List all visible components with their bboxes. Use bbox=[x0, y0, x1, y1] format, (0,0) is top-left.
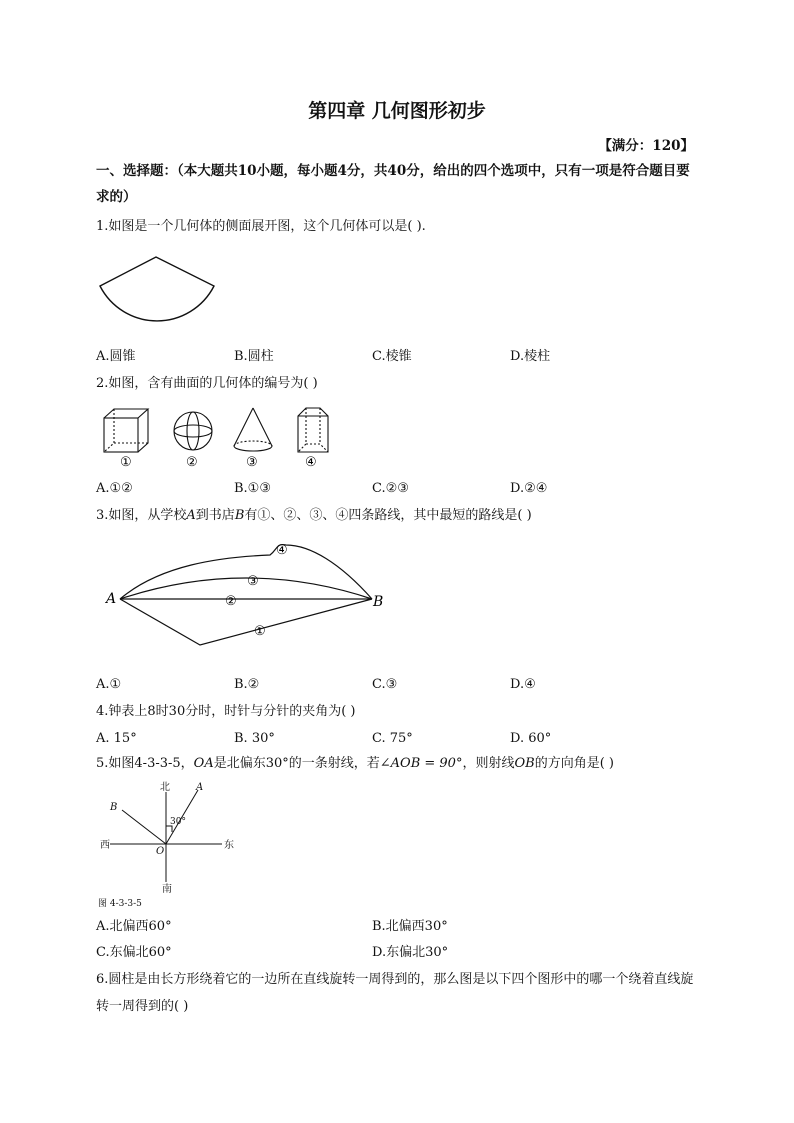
question-2-text: 2.如图，含有曲面的几何体的编号为( ) bbox=[96, 376, 318, 391]
angle-label: 30° bbox=[170, 817, 186, 827]
section-heading: 一、选择题：（本大题共10小题，每小题4分，共40分，给出的四个选项中，只有一项是符合题目要求的） bbox=[96, 163, 690, 205]
q2-option-b[interactable]: B.①③ bbox=[234, 481, 271, 496]
prism-shape bbox=[298, 408, 328, 452]
question-4-text: 4.钟表上8时30分时，时针与分针的夹角为( ) bbox=[96, 704, 356, 719]
route-4-line bbox=[120, 545, 372, 599]
point-a-label: A bbox=[196, 782, 204, 793]
q4-option-a[interactable]: A. 15° bbox=[96, 731, 137, 746]
routes-figure bbox=[100, 535, 400, 655]
q3-option-d[interactable]: D.④ bbox=[510, 677, 536, 692]
q4-option-c[interactable]: C. 75° bbox=[372, 731, 413, 746]
north-label: 北 bbox=[160, 782, 170, 793]
q3-option-a[interactable]: A.① bbox=[96, 677, 122, 692]
ray-ob bbox=[122, 810, 166, 844]
south-label: 南 bbox=[162, 884, 172, 895]
q1-option-d[interactable]: D.棱柱 bbox=[510, 349, 551, 364]
page-title: 第四章 几何图形初步 bbox=[308, 100, 486, 122]
point-o-label: O bbox=[156, 846, 165, 857]
q3-option-b[interactable]: B.② bbox=[234, 677, 260, 692]
route-3-line bbox=[120, 578, 372, 599]
point-a-label: A bbox=[106, 591, 117, 607]
q5-option-c[interactable]: C.东偏北60° bbox=[96, 945, 172, 960]
q5-option-a[interactable]: A.北偏西60° bbox=[96, 919, 172, 934]
route-2-label: ② bbox=[225, 594, 237, 609]
q2-option-a[interactable]: A.①② bbox=[96, 481, 133, 496]
east-label: 东 bbox=[224, 840, 234, 851]
figure-label-1: ① bbox=[120, 455, 132, 470]
q3-option-c[interactable]: C.③ bbox=[372, 677, 398, 692]
question-3-text: 3.如图，从学校A到书店B有①、②、③、④四条路线，其中最短的路线是( ) bbox=[96, 508, 532, 523]
sector-net-figure bbox=[94, 252, 224, 332]
cone-shape bbox=[234, 408, 272, 451]
west-label: 西 bbox=[100, 840, 110, 851]
direction-figure bbox=[96, 778, 246, 910]
q4-option-d[interactable]: D. 60° bbox=[510, 731, 552, 746]
figure-caption: 图 4-3-3-5 bbox=[98, 899, 142, 909]
point-b-label: B bbox=[373, 594, 384, 610]
figure-label-3: ③ bbox=[246, 455, 258, 470]
route-3-label: ③ bbox=[247, 574, 259, 589]
question-5-text: 5.如图4-3-3-5，OA是北偏东30°的一条射线，若∠AOB = 90°，则射线OB的方向角是( ) bbox=[96, 756, 614, 771]
question-6-text: 6.圆柱是由长方形绕着它的一边所在直线旋转一周得到的，那么图是以下四个图形中的哪一个绕着直线旋转一周得到的( ) bbox=[96, 972, 694, 1014]
q1-option-a[interactable]: A.圆锥 bbox=[96, 349, 136, 364]
question-1-text: 1.如图是一个几何体的侧面展开图，这个几何体可以是( ). bbox=[96, 219, 426, 234]
q5-option-d[interactable]: D.东偏北30° bbox=[372, 945, 449, 960]
sphere-shape bbox=[174, 412, 212, 450]
q1-option-b[interactable]: B.圆柱 bbox=[234, 349, 274, 364]
q2-option-c[interactable]: C.②③ bbox=[372, 481, 409, 496]
figure-label-2: ② bbox=[186, 455, 198, 470]
route-1-label: ① bbox=[254, 624, 266, 639]
route-4-label: ④ bbox=[276, 543, 288, 558]
q4-option-b[interactable]: B. 30° bbox=[234, 731, 275, 746]
point-b-label: B bbox=[110, 802, 118, 813]
q5-option-b[interactable]: B.北偏西30° bbox=[372, 919, 448, 934]
q1-option-c[interactable]: C.棱锥 bbox=[372, 349, 412, 364]
route-1-line bbox=[120, 599, 372, 645]
figure-label-4: ④ bbox=[305, 455, 317, 470]
q2-option-d[interactable]: D.②④ bbox=[510, 481, 548, 496]
cube-shape bbox=[104, 409, 148, 452]
solids-figure bbox=[98, 404, 338, 470]
score-label: 【满分：120】 bbox=[598, 138, 694, 154]
